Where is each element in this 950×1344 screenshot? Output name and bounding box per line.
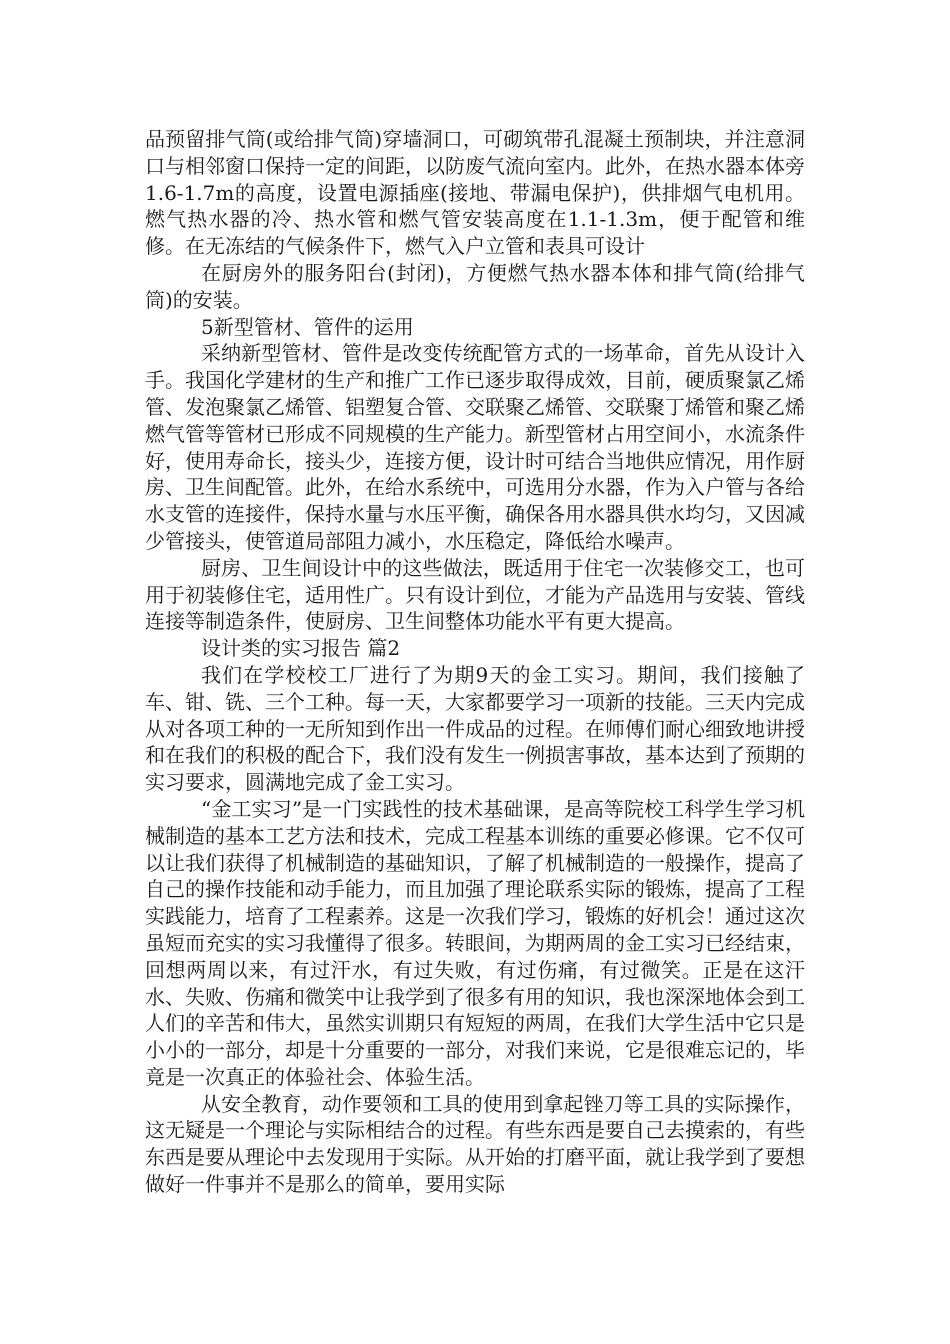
document-body xyxy=(145,126,805,1198)
paragraph-6: “金工实习”是一门实践性的技术基础课，是高等院校工科学生学习机械制造的基本工艺方法和技术，完成工程基本训练的重要必修课。它不仅可以让我们获得了机械制造的基础知识，了解了机械制造的一般操作，提高了自己的操作技能和动手能力，而且加强了理论联系实际的锻炼，提高了工程实践能力，培育了工程素养。这是一次我们学习，锻炼的好机会！通过这次虽短而充实的实习我懂得了很多。转眼间，为期两周的金工实习已经结束，回想两周以来，有过汗水，有过失败，有过伤痛，有过微笑。正是在这汗水、失败、伤痛和微笑中让我学到了很多有用的知识，我也深深地体会到工人们的辛苦和伟大，虽然实训期只有短短的两周，在我们大学生活中它只是小小的一部分，却是十分重要的一部分，对我们来说，它是很难忘记的，毕竟是一次真正的体验社会、体验生活。 xyxy=(145,796,805,1089)
paragraph-4: 厨房、卫生间设计中的这些做法，既适用于住宅一次装修交工，也可用于初装修住宅，适用性广。只有设计到位，才能为产品选用与安装、管线连接等制造条件，使厨房、卫生间整体功能水平有更大提高。 xyxy=(145,555,805,634)
paragraph-2: 在厨房外的服务阳台(封闭)，方便燃气热水器本体和排气筒(给排气筒)的安装。 xyxy=(145,260,805,312)
paragraph-7: 从安全教育，动作要领和工具的使用到拿起锉刀等工具的实际操作，这无疑是一个理论与实际相结合的过程。有些东西是要自己去摸索的，有些东西是要从理论中去发现用于实际。从开始的打磨平面，就让我学到了要想做好一件事并不是那么的简单，要用实际 xyxy=(145,1091,805,1197)
paragraph-3: 采纳新型管材、管件是改变传统配管方式的一场革命，首先从设计入手。我国化学建材的生产和推广工作已逐步取得成效，目前，硬质聚氯乙烯管、发泡聚氯乙烯管、铝塑复合管、交联聚乙烯管、交联聚丁烯管和聚乙烯燃气管等管材已形成不同规模的生产能力。新型管材占用空间小，水流条件好，使用寿命长，接头少，连接方便，设计时可结合当地供应情况，用作厨房、卫生间配管。此外，在给水系统中，可选用分水器，作为入户管与各给水支管的连接件，保持水量与水压平衡，确保各用水器具供水均匀，又因减少管接头，使管道局部阻力减小，水压稳定，降低给水噪声。 xyxy=(145,341,805,553)
paragraph-5: 我们在学校校工厂进行了为期9天的金工实习。期间，我们接触了车、钳、铣、三个工种。每一天，大家都要学习一项新的技能。三天内完成从对各项工种的一无所知到作出一件成品的过程。在师傅们耐心细致地讲授和在我们的积极的配合下，我们没有发生一例损害事故，基本达到了预期的实习要求，圆满地完成了金工实习。 xyxy=(145,662,805,795)
report-title-part-2: 设计类的实习报告 篇2 xyxy=(201,636,401,661)
section-heading-5: 5新型管材、管件的运用 xyxy=(201,314,414,339)
paragraph-1: 品预留排气筒(或给排气筒)穿墙洞口，可砌筑带孔混凝土预制块，并注意洞口与相邻窗口保持一定的间距，以防废气流向室内。此外，在热水器本体旁1.6-1.7m的高度，设置电源插座(接地、带漏电保护)，供排烟气电机用。燃气热水器的冷、热水管和燃气管安装高度在1.1-1.3m，便于配管和维修。在无冻结的气候条件下，燃气入户立管和表具可设计 xyxy=(145,127,805,259)
